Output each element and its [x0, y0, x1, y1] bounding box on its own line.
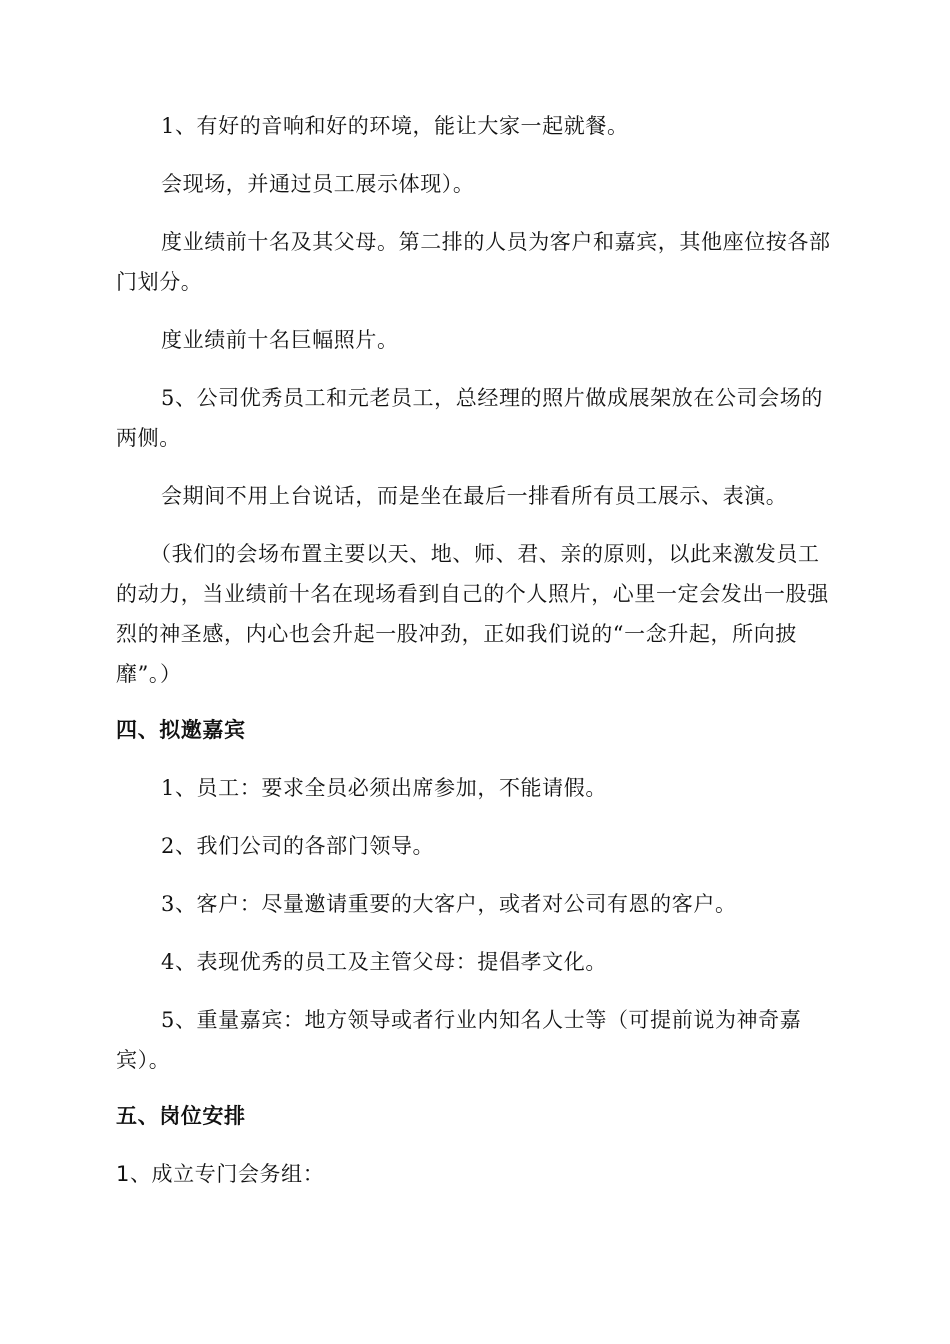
- list-item-guest-leaders: 2、我们公司的各部门领导。: [161, 834, 435, 858]
- paragraph-back-row: 会期间不用上台说话，而是坐在最后一排看所有员工展示、表演。: [161, 484, 788, 508]
- section-heading-positions: 五、岗位安排: [116, 1104, 246, 1128]
- list-item-guest-parents: 4、表现优秀的员工及主管父母：提倡孝文化。: [161, 950, 607, 974]
- subsection-heading-meeting-group: 1、成立专门会务组：: [116, 1162, 325, 1186]
- section-heading-guests: 四、拟邀嘉宾: [116, 718, 246, 742]
- list-item-guest-vip: 5、重量嘉宾：地方领导或者行业内知名人士等（可提前说为神奇嘉宾）。: [116, 1008, 802, 1072]
- paragraph-photos: 度业绩前十名巨幅照片。: [161, 328, 399, 352]
- paragraph-seating: 度业绩前十名及其父母。第二排的人员为客户和嘉宾，其他座位按各部门划分。: [116, 230, 831, 294]
- list-item-guest-clients: 3、客户：尽量邀请重要的大客户，或者对公司有恩的客户。: [161, 892, 737, 916]
- list-item-guest-employees: 1、员工：要求全员必须出席参加，不能请假。: [161, 776, 607, 800]
- paragraph-principle: （我们的会场布置主要以天、地、师、君、亲的原则，以此来激发员工的动力，当业绩前十名在现场看到自己的个人照片，心里一定会发出一股强烈的神圣感，内心也会升起一股冲劲，正如我们说的“一念升起，所向披靡”。）: [116, 542, 829, 686]
- document-page: [116, 106, 836, 1194]
- paragraph-dining: 1、有好的音响和好的环境，能让大家一起就餐。: [161, 114, 629, 138]
- paragraph-venue-display: 会现场，并通过员工展示体现）。: [161, 172, 475, 196]
- paragraph-display-stands: 5、公司优秀员工和元老员工，总经理的照片做成展架放在公司会场的两侧。: [116, 386, 823, 450]
